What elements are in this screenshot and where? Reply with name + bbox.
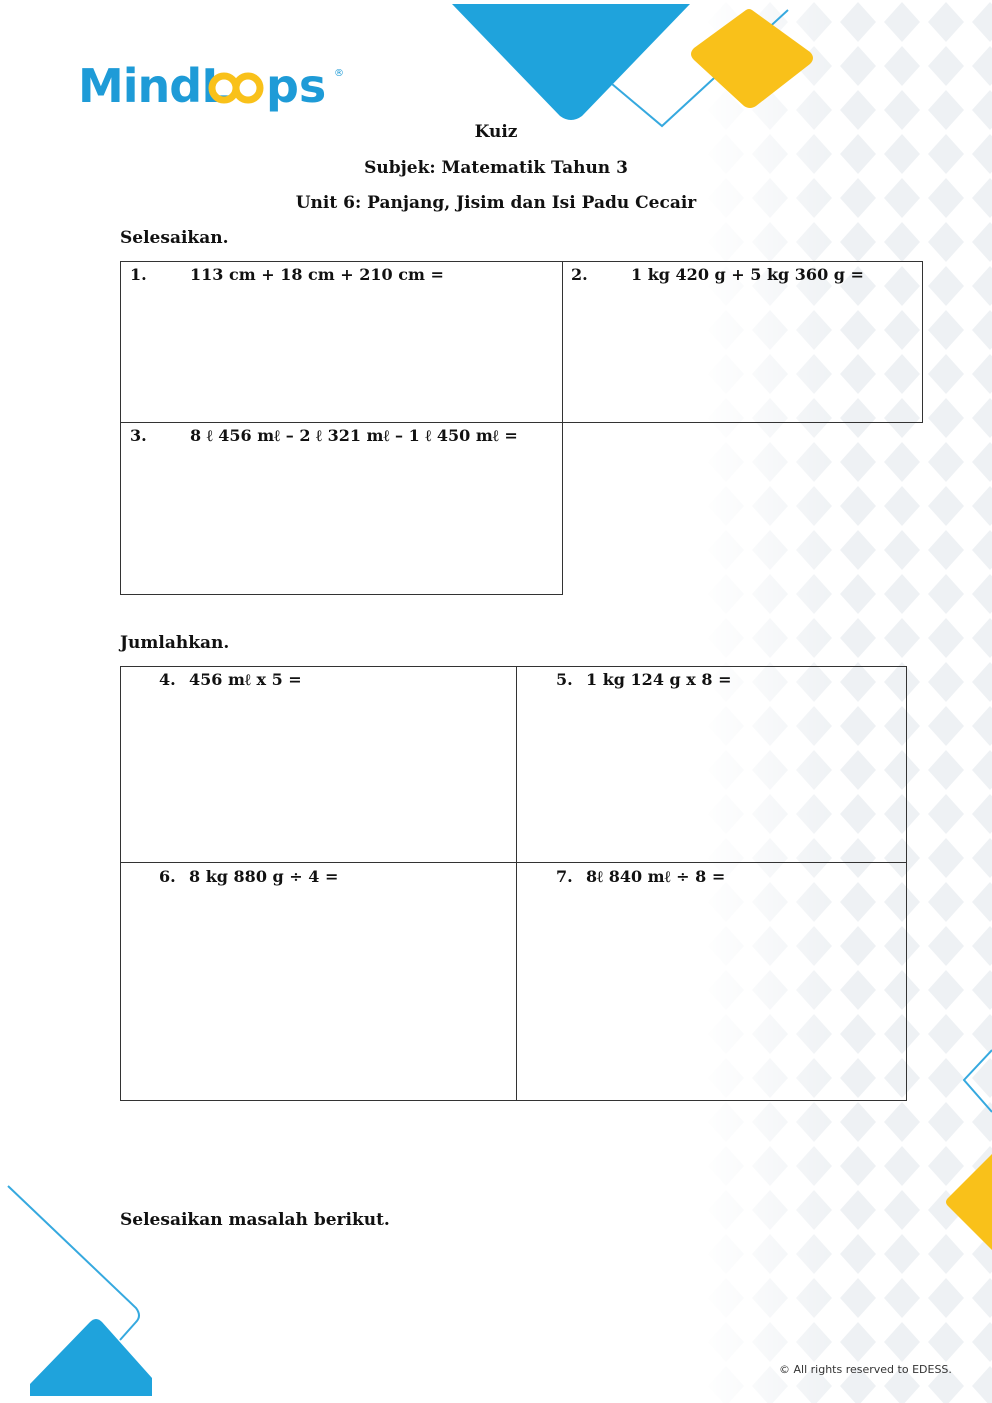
question-number: 7.: [556, 867, 573, 886]
question-2: [571, 265, 864, 284]
unit-heading: Unit 6: Panjang, Jisim dan Isi Padu Cecair: [295, 193, 697, 213]
question-number: 1.: [130, 265, 147, 284]
question-6: [159, 867, 338, 886]
copyright-footer: © All rights reserved to EDESS.: [779, 1363, 952, 1376]
svg-text:MindL: MindL: [78, 59, 230, 113]
question-number: 3.: [130, 426, 147, 445]
section3-label: Selesaikan masalah berikut.: [120, 1210, 390, 1230]
question-expression: 8 ℓ 456 mℓ – 2 ℓ 321 mℓ – 1 ℓ 450 mℓ =: [190, 426, 518, 445]
answer-box-6[interactable]: [120, 862, 517, 1101]
mindloops-logo: [78, 54, 348, 120]
question-expression: 113 cm + 18 cm + 210 cm =: [190, 265, 444, 284]
question-3: [130, 426, 518, 446]
svg-text:®: ®: [334, 68, 344, 79]
svg-text:ps: ps: [266, 59, 327, 113]
question-number: 2.: [571, 265, 588, 284]
question-7: [556, 867, 725, 887]
question-expression: 8ℓ 840 mℓ ÷ 8 =: [586, 867, 726, 886]
answer-box-5[interactable]: [516, 666, 907, 863]
answer-box-1[interactable]: [120, 261, 563, 423]
bottom-blue-diamond: [30, 1319, 152, 1396]
section1-label: Selesaikan.: [120, 228, 229, 248]
top-blue-triangle: [452, 4, 690, 120]
answer-box-4[interactable]: [120, 666, 517, 863]
question-expression: 1 kg 420 g + 5 kg 360 g =: [631, 265, 864, 284]
answer-box-2[interactable]: [562, 261, 923, 423]
question-number: 5.: [556, 670, 573, 689]
subject-heading: Subjek: Matematik Tahun 3: [364, 158, 628, 178]
answer-box-7[interactable]: [516, 862, 907, 1101]
answer-box-3[interactable]: [120, 422, 563, 595]
question-1: [130, 265, 444, 284]
question-number: 4.: [159, 670, 176, 689]
question-5: [556, 670, 732, 689]
quiz-title: Kuiz: [474, 122, 518, 142]
question-expression: 1 kg 124 g x 8 =: [586, 670, 732, 689]
question-number: 6.: [159, 867, 176, 886]
question-expression: 456 mℓ x 5 =: [189, 670, 302, 689]
question-4: [159, 670, 302, 690]
section2-label: Jumlahkan.: [120, 633, 230, 653]
question-expression: 8 kg 880 g ÷ 4 =: [189, 867, 339, 886]
